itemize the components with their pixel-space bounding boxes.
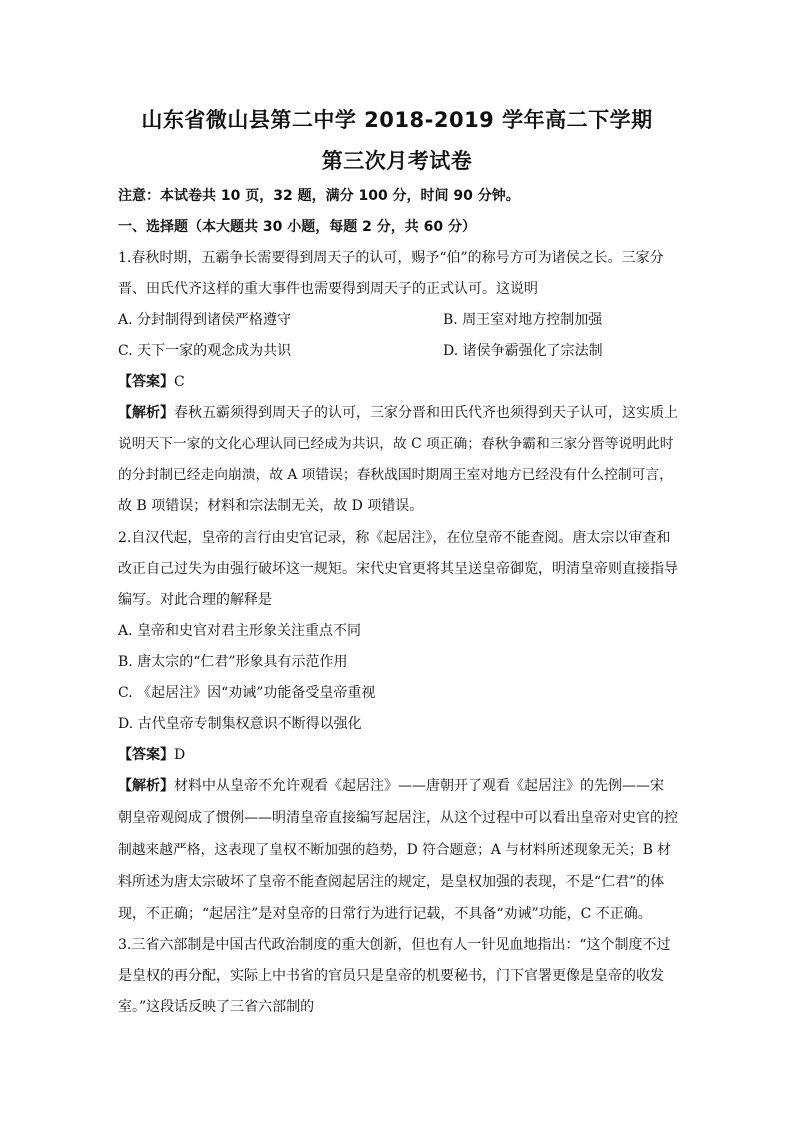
q2-stem-line3: 编写。对此合理的解释是 — [118, 592, 272, 608]
answer-tag: 【答案】 — [118, 374, 174, 390]
q2-option-b: B. 唐太宗的“仁君”形象具有示范作用 — [118, 654, 348, 670]
q2-analysis-line1 — [118, 776, 678, 796]
q1-answer — [118, 372, 678, 392]
q3-stem-line3: 室。”这段话反映了三省六部制的 — [118, 999, 315, 1015]
q1-analysis-line4: 故 B 项错误；材料和宗法制无关，故 D 项错误。 — [118, 498, 424, 514]
analysis-text: 材料中从皇帝不允许观看《起居注》——唐朝开了观看《起居注》的先例——宋 — [174, 778, 664, 794]
q3-stem-line2: 是皇权的再分配，实际上中书省的官员只是皇帝的机要秘书，门下官署更像是皇帝的收发 — [118, 968, 664, 984]
q2-stem-line2: 改正自己过失为由强行破坏这一规矩。宋代史官更将其呈送皇帝御览，明清皇帝则直接指导 — [118, 561, 678, 577]
answer-tag: 【答案】 — [118, 747, 174, 763]
q2-analysis-line2: 朝皇帝观阅成了惯例——明清皇帝直接编写起居注，从这个过程中可以看出皇帝对史官的控 — [118, 810, 678, 826]
q2-analysis-line3: 制越来越严格，这表现了皇权不断加强的趋势，D 符合题意；A 与材料所述现象无关；B 材 — [118, 842, 671, 858]
q2-option-d: D. 古代皇帝专制集权意识不断得以强化 — [118, 716, 362, 732]
q1-stem-line1: 1.春秋时期，五霸争长需要得到周天子的认可，赐予“伯”的称号方可为诸侯之长。三家分 — [118, 250, 664, 266]
q1-analysis-line1 — [118, 403, 678, 423]
analysis-text: 春秋五霸须得到周天子的认可，三家分晋和田氏代齐也须得到天子认可，这实质上 — [174, 405, 678, 421]
q1-option-d: D. 诸侯争霸强化了宗法制 — [443, 343, 603, 359]
section-heading: 一、选择题（本大题共 30 小题，每题 2 分，共 60 分） — [118, 219, 476, 235]
q2-analysis-line5: 现，不正确；“起居注”是对皇帝的日常行为进行记载，不具备“劝诫”功能，C 不正确。 — [118, 906, 652, 922]
q1-stem-line2: 晋、田氏代齐这样的重大事件也需要得到周天子的正式认可。这说明 — [118, 281, 538, 297]
answer-value: C — [174, 374, 185, 390]
q2-answer — [118, 745, 678, 765]
q1-option-b: B. 周王室对地方控制加强 — [443, 312, 603, 328]
exam-title-line2: 第三次月考试卷 — [321, 149, 473, 173]
q2-option-c: C. 《起居注》因“劝诫”功能备受皇帝重视 — [118, 685, 376, 701]
analysis-tag: 【解析】 — [118, 405, 174, 421]
q1-option-c: C. 天下一家的观念成为共识 — [118, 343, 292, 359]
q2-analysis-line4: 料所述为唐太宗破坏了皇帝不能查阅起居注的规定，是皇权加强的表现，不是“仁君”的体 — [118, 874, 665, 890]
q1-analysis-line3: 的分封制已经走向崩溃，故 A 项错误；春秋战国时期周王室对地方已经没有什么控制可言， — [118, 467, 673, 483]
q2-option-a: A. 皇帝和史官对君主形象关注重点不同 — [118, 623, 362, 639]
q1-option-a: A. 分封制得到诸侯严格遵守 — [118, 312, 292, 328]
q3-stem-line1: 3.三省六部制是中国古代政治制度的重大创新，但也有人一针见血地指出：“这个制度不过 — [118, 937, 671, 953]
answer-value: D — [174, 747, 186, 763]
exam-notice: 注意：本试卷共 10 页，32 题，满分 100 分，时间 90 分钟。 — [118, 188, 520, 204]
exam-title-line1: 山东省微山县第二中学 2018-2019 学年高二下学期 — [141, 108, 653, 132]
q1-analysis-line2: 说明天下一家的文化心理认同已经成为共识，故 C 项正确；春秋争霸和三家分晋等说明此时 — [118, 436, 674, 452]
q2-stem-line1: 2.自汉代起，皇帝的言行由史官记录，称《起居注》，在位皇帝不能查阅。唐太宗以审查和 — [118, 530, 671, 546]
analysis-tag: 【解析】 — [118, 778, 174, 794]
